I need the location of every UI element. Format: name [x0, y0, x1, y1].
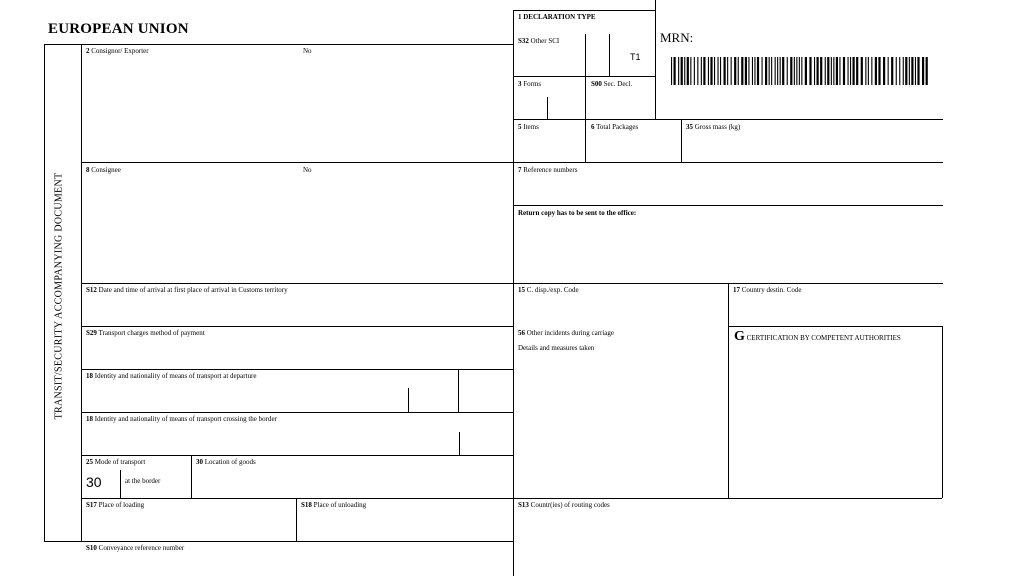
consignee-field[interactable]: [82, 175, 512, 282]
barcode-bar-3: [681, 57, 683, 85]
barcode-bar-33: [780, 57, 781, 85]
barcode-bar-73: [917, 57, 919, 85]
center-divider: [513, 10, 514, 576]
barcode-bar-42: [809, 57, 811, 85]
transport-departure-label: 18 Identity and nationality of means of transport at departure: [86, 372, 257, 380]
barcode-bar-61: [875, 57, 877, 85]
barcode-bar-44: [817, 57, 819, 85]
barcode-bar-53: [848, 57, 849, 85]
other-sci-label: S32 Other SCI: [518, 37, 560, 45]
declaration-type-value: T1: [630, 52, 641, 62]
barcode-bar-64: [888, 57, 889, 85]
barcode-bar-55: [853, 57, 855, 85]
barcode-bar-59: [868, 57, 869, 85]
consignor-no-label: No: [303, 47, 312, 55]
arrival-label: S12 Date and time of arrival at first place of arrival in Customs territory: [86, 286, 288, 294]
country-destin-label: 17 Country destin. Code: [733, 286, 802, 294]
barcode-bar-13: [714, 57, 715, 85]
consignee-no-label: No: [303, 166, 312, 174]
barcode-bar-37: [794, 57, 795, 85]
total-packages-label: 6 Total Packages: [591, 123, 639, 131]
barcode-bar-51: [839, 57, 840, 85]
barcode-bar-69: [905, 57, 907, 85]
barcode-bar-18: [731, 57, 732, 85]
barcode-bar-47: [827, 57, 829, 85]
mode-transport-label: 25 Mode of transport: [86, 458, 146, 466]
place-loading-label: S17 Place of loading: [86, 501, 145, 509]
at-border-label: at the border: [125, 477, 161, 485]
barcode-bar-26: [757, 57, 759, 85]
barcode-bar-60: [871, 57, 872, 85]
barcode-bar-29: [769, 57, 770, 85]
place-unloading-label: S18 Place of unloading: [301, 501, 367, 509]
barcode-bar-57: [861, 57, 863, 85]
barcode-bar-12: [710, 57, 712, 85]
barcode-bar-50: [836, 57, 838, 85]
gross-mass-label: 35 Gross mass (kg): [686, 123, 741, 131]
barcode-bar-49: [833, 57, 834, 85]
barcode-bar-68: [903, 57, 904, 85]
transport-border-label: 18 Identity and nationality of means of transport crossing the border: [86, 415, 277, 423]
document-title: EUROPEAN UNION: [48, 21, 189, 37]
barcode-bar-4: [684, 57, 685, 85]
barcode-bar-6: [690, 57, 691, 85]
location-goods-label: 30 Location of goods: [196, 458, 256, 466]
declaration-type-label: 1 DECLARATION TYPE: [518, 13, 596, 21]
certification-label: G CERTIFICATION BY COMPETENT AUTHORITIES: [734, 329, 901, 344]
barcode-bar-41: [805, 57, 807, 85]
consignor-label: 2 Consignor/ Exporter: [86, 47, 149, 55]
barcode-bar-30: [771, 57, 772, 85]
routing-codes-label: S13 Countr(ies) of routing codes: [518, 501, 610, 509]
barcode-bar-43: [814, 57, 815, 85]
consignor-field[interactable]: [82, 56, 512, 161]
barcode-bar-15: [720, 57, 721, 85]
barcode-bar-20: [738, 57, 739, 85]
transport-charges-label: S29 Transport charges method of payment: [86, 329, 205, 337]
consignee-label: 8 Consignee: [86, 166, 121, 174]
barcode-bar-22: [745, 57, 747, 85]
c-disp-label: 15 C. disp./exp. Code: [518, 286, 579, 294]
barcode-bar-16: [724, 57, 726, 85]
barcode-bar-24: [752, 57, 753, 85]
reference-numbers-label: 7 Reference numbers: [518, 166, 578, 174]
barcode-bar-0: [671, 57, 672, 85]
barcode-bar-36: [790, 57, 792, 85]
barcode-bar-19: [734, 57, 736, 85]
barcode-bar-54: [850, 57, 851, 85]
barcode-bar-38: [796, 57, 797, 85]
forms-label: 3 Forms: [518, 80, 542, 88]
barcode-bar-56: [856, 57, 858, 85]
barcode-bar-27: [762, 57, 763, 85]
barcode-bar-32: [777, 57, 778, 85]
barcode-bar-34: [782, 57, 784, 85]
barcode-bar-72: [915, 57, 916, 85]
barcode-bar-74: [922, 57, 924, 85]
barcode-bar-28: [765, 57, 767, 85]
barcode-bar-66: [896, 57, 897, 85]
barcode-bar-10: [703, 57, 705, 85]
barcode-bar-8: [697, 57, 698, 85]
barcode-bar-39: [799, 57, 800, 85]
details-measures-label: Details and measures taken: [518, 344, 595, 352]
side-title: TRANSIT/SECURITY ACCOMPANYING DOCUMENT: [53, 172, 65, 420]
other-incidents-label: 56 Other incidents during carriage: [518, 329, 615, 337]
barcode-bar-52: [843, 57, 845, 85]
barcode-bar-5: [687, 57, 689, 85]
mrn-label: MRN:: [660, 30, 694, 45]
barcode-bar-71: [911, 57, 913, 85]
barcode-bar-23: [748, 57, 749, 85]
barcode-bar-58: [865, 57, 866, 85]
return-copy-label: Return copy has to be sent to the office:: [518, 209, 637, 217]
barcode-bar-14: [718, 57, 719, 85]
barcode-bar-75: [926, 57, 928, 85]
barcode-bar-40: [801, 57, 802, 85]
barcode-bar-21: [741, 57, 743, 85]
barcode-bar-65: [891, 57, 893, 85]
barcode-bar-17: [727, 57, 728, 85]
barcode-bar-45: [820, 57, 822, 85]
barcode-bar-25: [754, 57, 755, 85]
barcode-bar-46: [825, 57, 826, 85]
barcode-bar-48: [831, 57, 832, 85]
barcode-bar-62: [878, 57, 880, 85]
barcode-bar-31: [775, 57, 776, 85]
barcode-bar-67: [899, 57, 900, 85]
barcode-bar-63: [883, 57, 885, 85]
barcode-bar-11: [708, 57, 709, 85]
barcode-bar-70: [909, 57, 910, 85]
conveyance-ref-label: S10 Conveyance reference number: [86, 544, 185, 552]
barcode-bar-7: [694, 57, 695, 85]
barcode-bar-1: [674, 57, 676, 85]
barcode-bar-2: [678, 57, 679, 85]
mrn-barcode: [671, 57, 929, 85]
sec-decl-label: S00 Sec. Decl.: [591, 80, 633, 88]
barcode-bar-9: [701, 57, 702, 85]
barcode-bar-35: [787, 57, 788, 85]
items-label: 5 Items: [518, 123, 539, 131]
mode-transport-value: 30: [86, 474, 102, 490]
